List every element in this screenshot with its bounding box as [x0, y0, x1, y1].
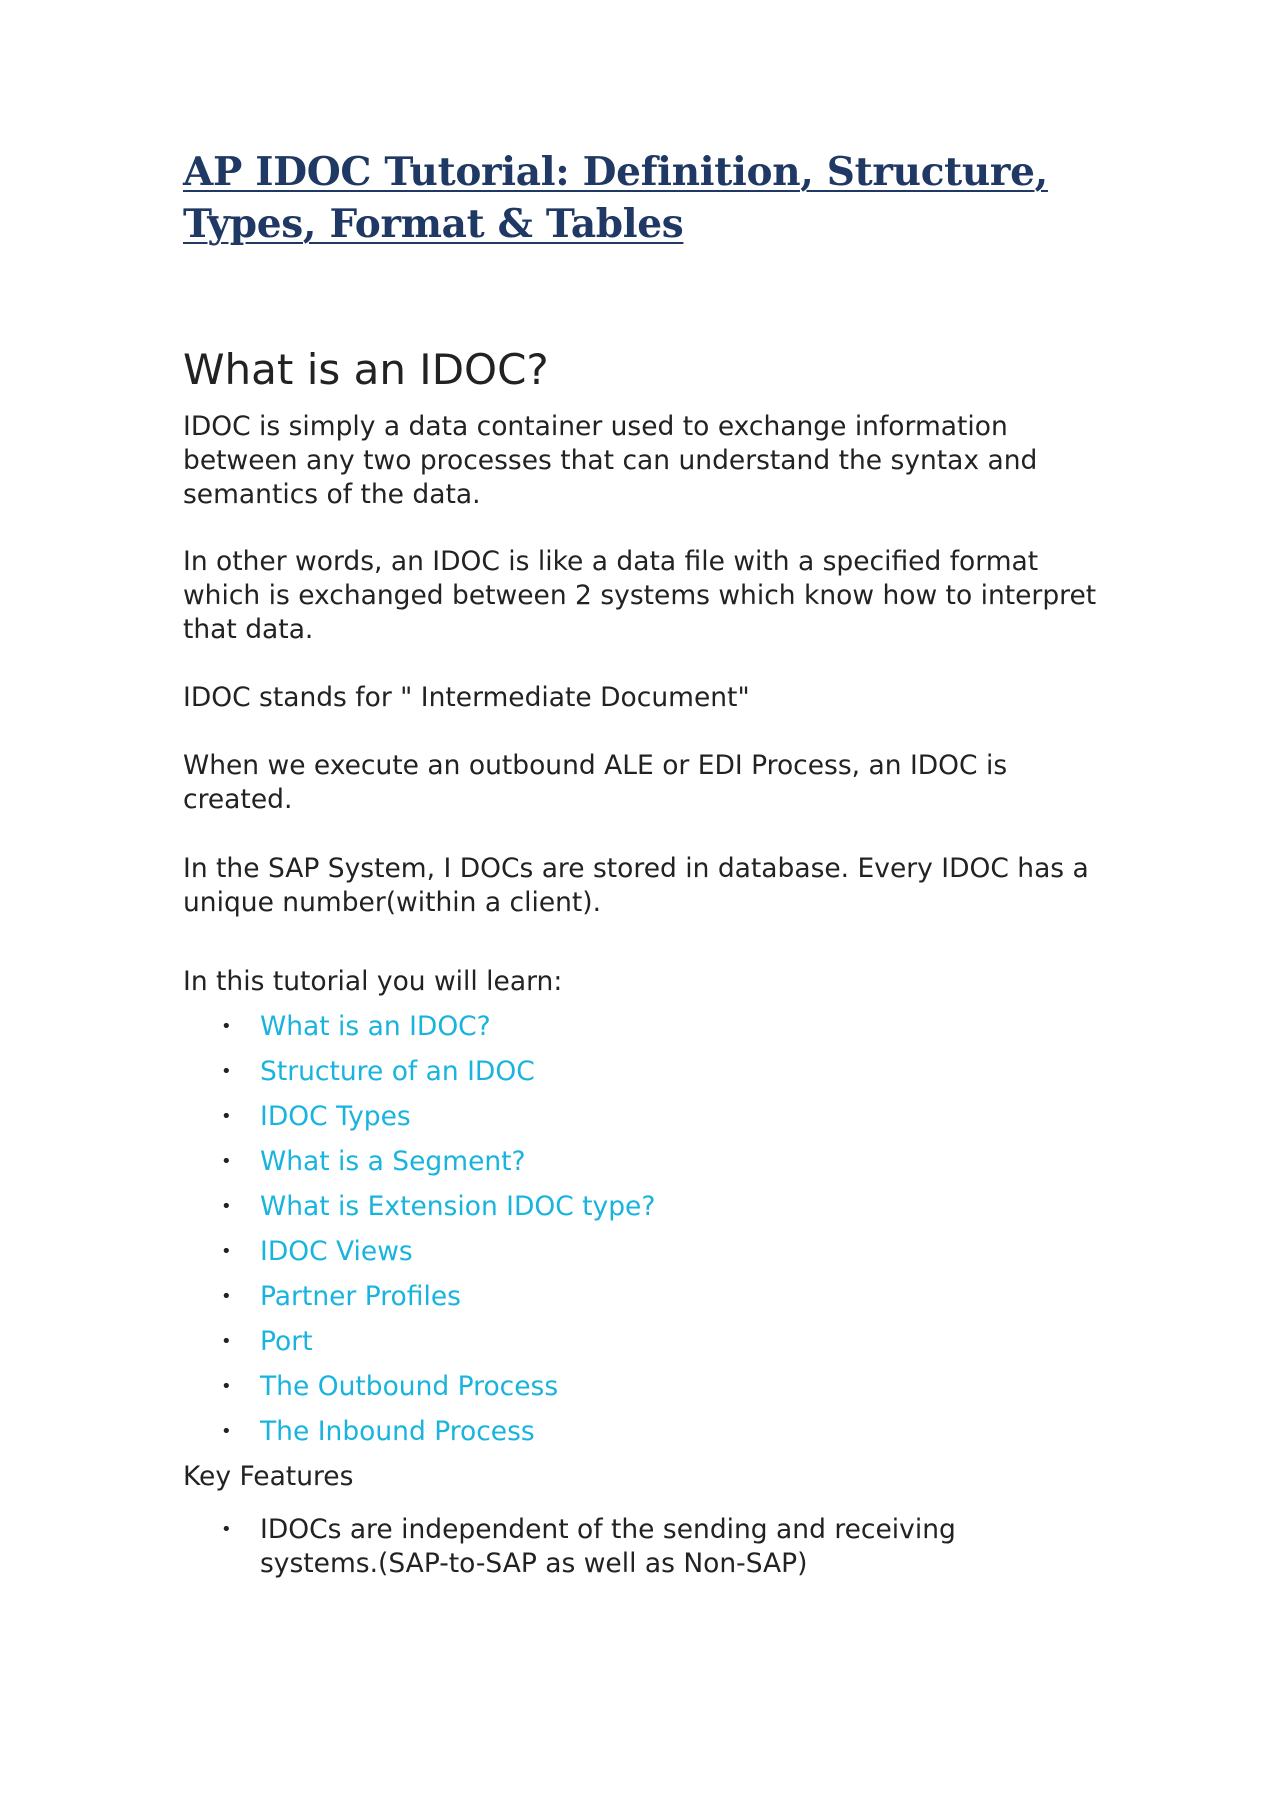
bullet-icon: •: [221, 1016, 232, 1037]
list-item: [183, 1370, 1103, 1415]
toc-link-idoc-views[interactable]: IDOC Views: [260, 1236, 413, 1267]
list-item: [183, 1100, 1103, 1145]
bullet-icon: •: [221, 1519, 232, 1540]
bullet-icon: •: [221, 1196, 232, 1217]
list-item: [183, 1010, 1103, 1055]
paragraph-definition: IDOC is simply a data container used to exchange information between any two processes that can understand the syntax and semantics of the data.: [183, 411, 1038, 510]
list-item: [183, 1235, 1103, 1280]
toc-link-structure[interactable]: Structure of an IDOC: [260, 1056, 535, 1087]
table-of-contents: [183, 1010, 1103, 1460]
bullet-icon: •: [221, 1241, 232, 1262]
toc-link-port[interactable]: Port: [260, 1326, 313, 1357]
bullet-icon: •: [221, 1331, 232, 1352]
bullet-icon: •: [221, 1286, 232, 1307]
paragraph-other-words: In other words, an IDOC is like a data file with a specified format which is exchanged between 2 systems which know how to interpret that data.: [183, 546, 1097, 645]
toc-link-segment[interactable]: What is a Segment?: [260, 1146, 526, 1177]
paragraph-stands-for: IDOC stands for " Intermediate Document": [183, 682, 750, 713]
bullet-icon: •: [221, 1106, 232, 1127]
document-title[interactable]: AP IDOC Tutorial: Definition, Structure, Types, Format & Tables: [183, 149, 1048, 247]
toc-link-extension-type[interactable]: What is Extension IDOC type?: [260, 1191, 656, 1222]
bullet-icon: •: [221, 1376, 232, 1397]
toc-link-what-is-idoc[interactable]: What is an IDOC?: [260, 1011, 491, 1042]
paragraph-outbound: When we execute an outbound ALE or EDI Process, an IDOC is created.: [183, 750, 1008, 815]
list-item: [183, 1513, 1103, 1581]
toc-link-partner-profiles[interactable]: Partner Profiles: [260, 1281, 461, 1312]
features-list: [183, 1513, 1103, 1581]
list-item: [183, 1280, 1103, 1325]
features-heading: Key Features: [183, 1461, 354, 1492]
list-item: [183, 1055, 1103, 1100]
list-item: [183, 1325, 1103, 1370]
toc-link-idoc-types[interactable]: IDOC Types: [260, 1101, 411, 1132]
list-item: [183, 1145, 1103, 1190]
feature-text: IDOCs are independent of the sending and receiving systems.(SAP-to-SAP as well as Non-SAP): [260, 1514, 956, 1579]
section-heading: What is an IDOC?: [183, 345, 549, 394]
toc-intro: In this tutorial you will learn:: [183, 966, 563, 997]
toc-link-inbound-process[interactable]: The Inbound Process: [260, 1416, 535, 1447]
toc-link-outbound-process[interactable]: The Outbound Process: [260, 1371, 559, 1402]
list-item: [183, 1190, 1103, 1235]
bullet-icon: •: [221, 1061, 232, 1082]
bullet-icon: •: [221, 1421, 232, 1442]
bullet-icon: •: [221, 1151, 232, 1172]
paragraph-storage: In the SAP System, I DOCs are stored in database. Every IDOC has a unique number(within a client).: [183, 853, 1089, 918]
list-item: [183, 1415, 1103, 1460]
